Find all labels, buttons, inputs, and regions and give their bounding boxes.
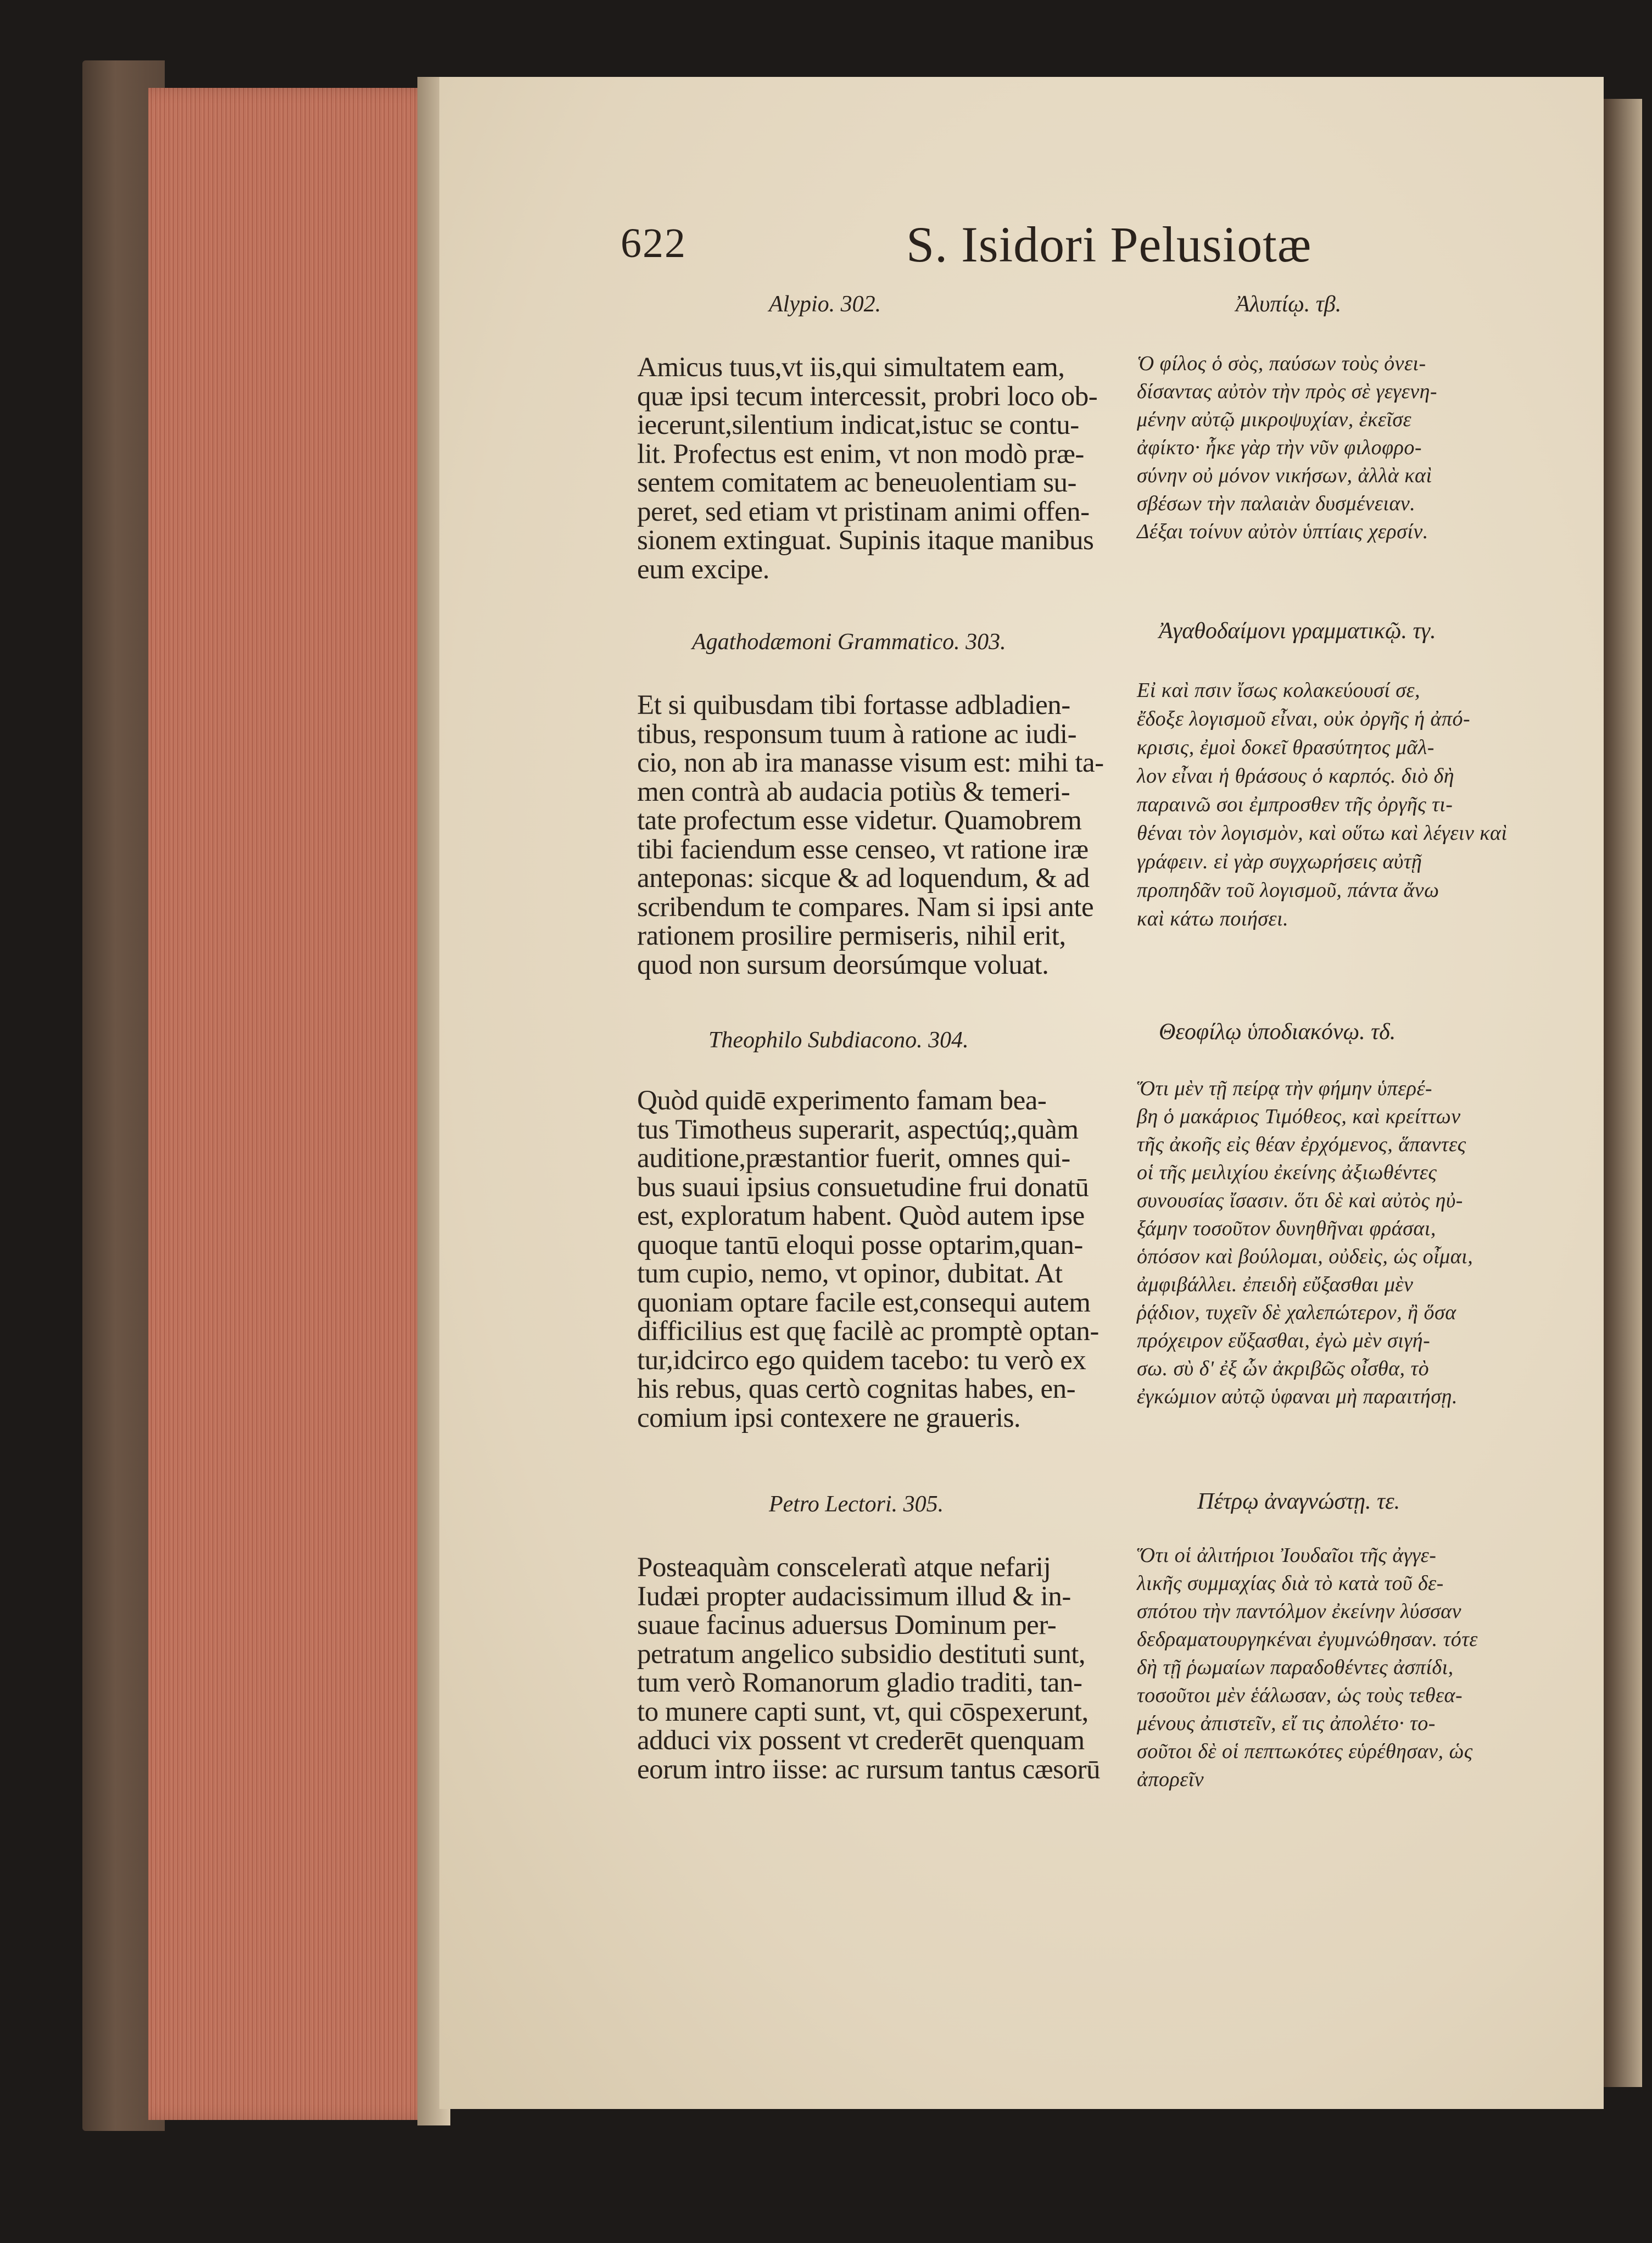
greek-text-line: ξάμην τοσοῦτον δυνηθῆναι φράσαι, — [1137, 1217, 1436, 1240]
greek-text-line: ἀμφιβάλλει. ἐπειδὴ εὔξασθαι μὲν — [1137, 1273, 1414, 1296]
greek-text-line: ἀφίκτο· ἧκε γὰρ τὴν νῦν φιλοφρο- — [1137, 436, 1422, 459]
greek-letter-heading: Ἀγαθοδαίμονι γραμματικῷ. τγ. — [1159, 618, 1436, 644]
greek-text-line: προπηδᾶν τοῦ λογισμοῦ, πάντα ἄνω — [1137, 879, 1439, 902]
running-title: S. Isidori Pelusiotæ — [906, 216, 1312, 272]
greek-text-line: ἔδοξε λογισμοῦ εἶναι, οὐκ ὀργῆς ἡ ἀπό- — [1137, 707, 1471, 730]
latin-text-line: sentem comitatem ac beneuolentiam su- — [637, 467, 1077, 498]
greek-text-line: σω. σὺ δ' ἐξ ὧν ἀκριβῶς οἶσθα, τὸ — [1137, 1357, 1430, 1380]
latin-text-line: tate profectum esse videtur. Quamobrem — [637, 805, 1082, 836]
latin-text-line: auditione,præstantior fuerit, omnes qui- — [637, 1143, 1070, 1174]
greek-text-line: λικῆς συμμαχίας διὰ τὸ κατὰ τοῦ δε- — [1137, 1572, 1444, 1595]
latin-text-line: rationem prosilire permiseris, nihil erit, — [637, 920, 1066, 951]
latin-text-line: lit. Profectus est enim, vt non modò præ- — [637, 438, 1084, 470]
greek-text-line: συνουσίας ἴσασιν. ὅτι δὲ καὶ αὐτὸς ηὐ- — [1137, 1189, 1463, 1212]
latin-text-line: tibi faciendum esse censeo, vt ratione iræ — [637, 834, 1089, 865]
greek-text-line: κρισις, ἐμοὶ δοκεῖ θρασύτητος μᾶλ- — [1137, 736, 1435, 759]
greek-text-line: τῆς ἀκοῆς εἰς θέαν ἐρχόμενος, ἅπαντες — [1137, 1133, 1466, 1156]
latin-text-line: anteponas: sicque & ad loquendum, & ad — [637, 863, 1090, 894]
greek-text-line: σβέσων τὴν παλαιὰν δυσμένειαν. — [1137, 492, 1416, 515]
greek-letter-heading: Πέτρῳ ἀναγνώστῃ. τε. — [1197, 1489, 1400, 1514]
latin-text-line: Et si quibusdam tibi fortasse adbladien- — [637, 690, 1070, 721]
greek-text-line: σοῦτοι δὲ οἱ πεπτωκότες εὑρέθησαν, ὡς — [1137, 1740, 1473, 1763]
latin-text-line: suaue facinus aduersus Dominum per- — [637, 1610, 1057, 1641]
latin-text-line: to munere capti sunt, vt, qui cōspexerunt, — [637, 1696, 1089, 1727]
latin-text-line: bus suaui ipsius consuetudine frui donatū — [637, 1171, 1089, 1203]
latin-text-line: est, exploratum habent. Quòd autem ipse — [637, 1201, 1085, 1231]
latin-text-line: tibus, responsum tuum à ratione ac iudi- — [637, 718, 1077, 750]
greek-text-line: καὶ κάτω ποιήσει. — [1137, 907, 1289, 930]
greek-text-line: λον εἶναι ἡ θράσους ὁ καρπός. διὸ δὴ — [1137, 765, 1455, 788]
latin-text-line: Posteaquàm consceleratì atque nefarij — [637, 1552, 1051, 1583]
greek-text-line: Ὅτι μὲν τῇ πείρᾳ τὴν φήμην ὑπερέ- — [1137, 1077, 1433, 1100]
latin-text-line: Iudæi propter audacissimum illud & in- — [637, 1581, 1071, 1612]
greek-text-line: Ὁ φίλος ὁ σὸς, παύσων τοὺς ὀνει- — [1137, 352, 1426, 375]
greek-text-line: μένους ἀπιστεῖν, εἴ τις ἀπολέτο· το- — [1137, 1712, 1436, 1735]
greek-text-line: δίσαντας αὐτὸν τὴν πρὸς σὲ γεγενη- — [1137, 380, 1438, 403]
greek-text-line: βη ὁ μακάριος Τιμόθεος, καὶ κρείττων — [1137, 1105, 1461, 1128]
latin-text-line: tum cupio, nemo, vt opinor, dubitat. At — [637, 1258, 1063, 1289]
greek-text-line: παραινῶ σοι ἐμπροσθεν τῆς ὀργῆς τι- — [1137, 793, 1453, 816]
latin-text-line: Amicus tuus,vt iis,qui simultatem eam, — [637, 352, 1065, 383]
latin-letter-heading: Theophilo Subdiacono. 304. — [708, 1028, 969, 1053]
latin-text-line: difficilius est quę facilè ac promptè optan- — [637, 1316, 1099, 1347]
latin-text-line: men contrà ab audacia potiùs & temeri- — [637, 776, 1070, 807]
latin-text-line: quoque tantū eloqui posse optarim,quan- — [637, 1229, 1083, 1260]
latin-text-line: quæ ipsi tecum intercessit, probri loco ob- — [637, 381, 1098, 412]
latin-text-line: Quòd quidē experimento famam bea- — [637, 1085, 1047, 1116]
latin-text-line: tur,idcirco ego quidem tacebo: tu verò ex — [637, 1344, 1086, 1376]
greek-text-line: θέναι τὸν λογισμὸν, καὶ οὕτω καὶ λέγειν καὶ — [1137, 822, 1508, 845]
latin-letter-heading: Alypio. 302. — [769, 292, 881, 317]
page-block-edge — [148, 88, 439, 2120]
latin-letter-heading: Agathodæmoni Grammatico. 303. — [692, 629, 1006, 655]
latin-text-line: quoniam optare facile est,consequi autem — [637, 1287, 1091, 1318]
greek-text-line: τοσοῦτοι μὲν ἑάλωσαν, ὡς τοὺς τεθεα- — [1137, 1684, 1463, 1707]
latin-letter-heading: Petro Lectori. 305. — [769, 1492, 944, 1517]
greek-text-line: σπότου τὴν παντόλμον ἐκείνην λύσσαν — [1137, 1600, 1462, 1623]
latin-text-line: petratum angelico subsidio destituti sunt, — [637, 1638, 1086, 1670]
latin-text-line: peret, sed etiam vt pristinam animi offen- — [637, 496, 1090, 527]
page-number: 622 — [621, 220, 687, 266]
latin-text-line: adduci vix possent vt crederēt quenquam — [637, 1725, 1085, 1756]
facing-page-edge — [1604, 99, 1642, 2087]
greek-text-line: Ὅτι οἱ ἀλιτήριοι Ἰουδαῖοι τῆς ἀγγε- — [1137, 1544, 1437, 1567]
greek-text-line: δὴ τῇ ῥωμαίων παραδοθέντες ἀσπίδι, — [1137, 1656, 1454, 1679]
greek-text-line: ὁπόσον καὶ βούλομαι, οὐδεὶς, ὡς οἶμαι, — [1137, 1245, 1474, 1268]
latin-text-line: iecerunt,silentium indicat,istuc se contu- — [637, 410, 1079, 440]
latin-text-line: comium ipsi contexere ne graueris. — [637, 1402, 1021, 1433]
greek-text-line: Δέξαι τοίνυν αὐτὸν ὑπτίαις χερσίν. — [1137, 520, 1428, 543]
latin-text-line: eum excipe. — [637, 554, 769, 585]
greek-text-line: μένην αὐτῷ μικροψυχίαν, ἐκεῖσε — [1137, 408, 1412, 431]
greek-text-line: γράφειν. εἰ γὰρ συγχωρήσεις αὐτῇ — [1137, 850, 1422, 873]
latin-text-line: scribendum te compares. Nam si ipsi ante — [637, 891, 1094, 923]
greek-text-line: ἐγκώμιον αὐτῷ ὑφαναι μὴ παραιτήσῃ. — [1137, 1385, 1458, 1408]
latin-text-line: tus Timotheus superarit, aspectúq;,quàm — [637, 1114, 1079, 1145]
latin-text-line: tum verò Romanorum gladio traditi, tan- — [637, 1667, 1082, 1698]
greek-text-line: πρόχειρον εὔξασθαι, ἐγὼ μὲν σιγή- — [1137, 1329, 1431, 1352]
greek-text-line: ἀπορεῖν — [1137, 1768, 1204, 1791]
greek-letter-heading: Ἀλυπίῳ. τβ. — [1236, 292, 1342, 317]
greek-text-line: Εἰ καὶ πσιν ἴσως κολακεύουσί σε, — [1137, 679, 1421, 702]
latin-text-line: cio, non ab ira manasse visum est: mihi ta- — [637, 747, 1104, 778]
latin-text-line: quod non sursum deorsúmque voluat. — [637, 949, 1049, 980]
latin-text-line: eorum intro iisse: ac rursum tantus cæsorū — [637, 1754, 1101, 1785]
greek-text-line: δεδραματουργηκέναι ἐγυμνώθησαν. τότε — [1137, 1628, 1478, 1651]
greek-letter-heading: Θεοφίλῳ ὑποδιακόνῳ. τδ. — [1159, 1019, 1396, 1045]
latin-text-line: his rebus, quas certò cognitas habes, en- — [637, 1374, 1076, 1404]
latin-text-line: sionem extinguat. Supinis itaque manibus — [637, 525, 1094, 556]
greek-text-line: σύνην οὐ μόνον νικήσων, ἀλλὰ καὶ — [1137, 464, 1432, 487]
greek-text-line: ῥᾴδιον, τυχεῖν δὲ χαλεπώτερον, ἢ ὅσα — [1137, 1301, 1456, 1324]
greek-text-line: οἱ τῆς μειλιχίου ἐκείνης ἀξιωθέντες — [1137, 1161, 1437, 1184]
